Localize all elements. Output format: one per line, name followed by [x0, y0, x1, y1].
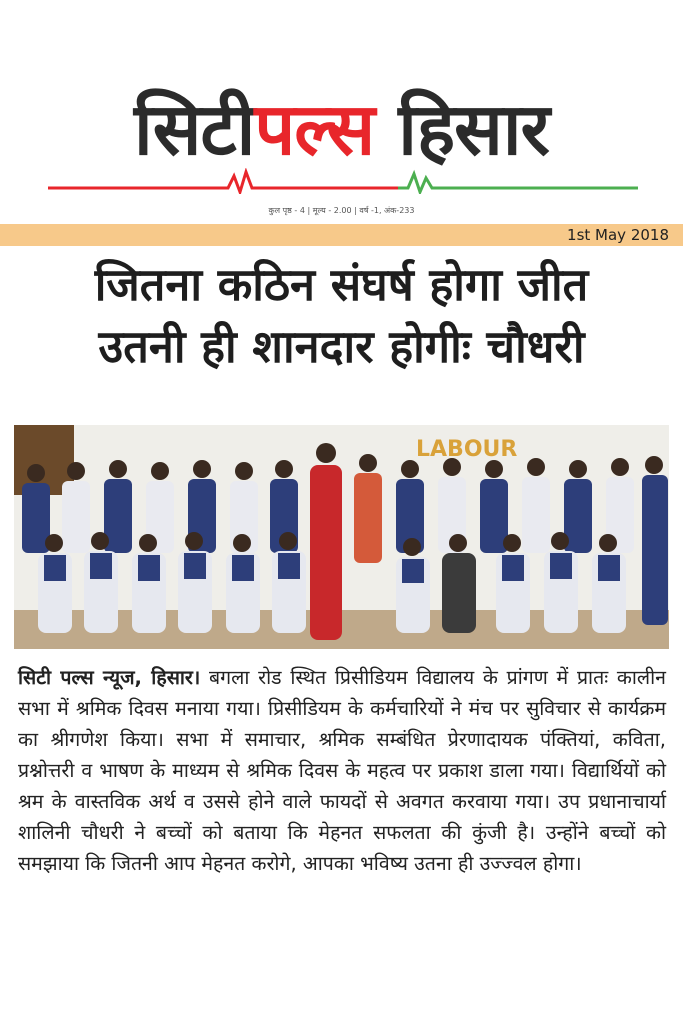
pulse-line-icon [48, 168, 638, 194]
logo-part-3: हिसार [374, 87, 549, 171]
headline-line-1: जितना कठिन संघर्ष होगा जीत [94, 258, 589, 311]
headline-line-2: उतनी ही शानदार होगीः चौधरी [98, 320, 585, 373]
masthead [0, 0, 683, 225]
article-lead: सिटी पल्स न्यूज, हिसार। [18, 666, 201, 689]
issue-date: 1st May 2018 [567, 226, 669, 244]
masthead-tagline: कुल पृष्ठ - 4 | मूल्य - 2.00 | वर्ष -1, अंक-233 [268, 206, 415, 215]
group-photo-image [14, 425, 669, 649]
group-photo [14, 425, 669, 649]
article-text: बगला रोड स्थित प्रिसीडियम विद्यालय के प्रांगण में प्रातः कालीन सभा में श्रमिक दिवस मनाया गया। प्रिसीडियम के कर्मचारियों ने मंच पर सुविचार से कार्यक्रम का श्रीगणेश किया। सभा में समाचार, श्रमिक सम्बंधित प्रेरणादायक पंक्तियां, कविता, प्रश्नोत्तरी व भाषण के माध्यम से श्रमिक दिवस के महत्व पर प्रकाश डाला गया। विद्यार्थियों को श्रम के वास्तविक अर्थ व उससे होने वाले फायदों से अवगत करवाया गया। उप प्रधानाचार्या शालिनी चौधरी ने बच्चों को बताया कि मेहनत सफलता की कुंजी है। उन्होंने बच्चों को समझाया कि जितनी आप मेहनत करोगे, आपका भविष्य उतना ही उज्ज्वल होगा। [18, 666, 666, 875]
article-body [18, 662, 666, 879]
logo-part-1: सिटी [134, 87, 255, 171]
date-band [0, 224, 683, 246]
newspaper-logo [0, 78, 683, 176]
logo-part-2: पल्स [254, 87, 375, 171]
headline [0, 254, 683, 378]
photo-banner-text: LABOUR [416, 437, 518, 462]
